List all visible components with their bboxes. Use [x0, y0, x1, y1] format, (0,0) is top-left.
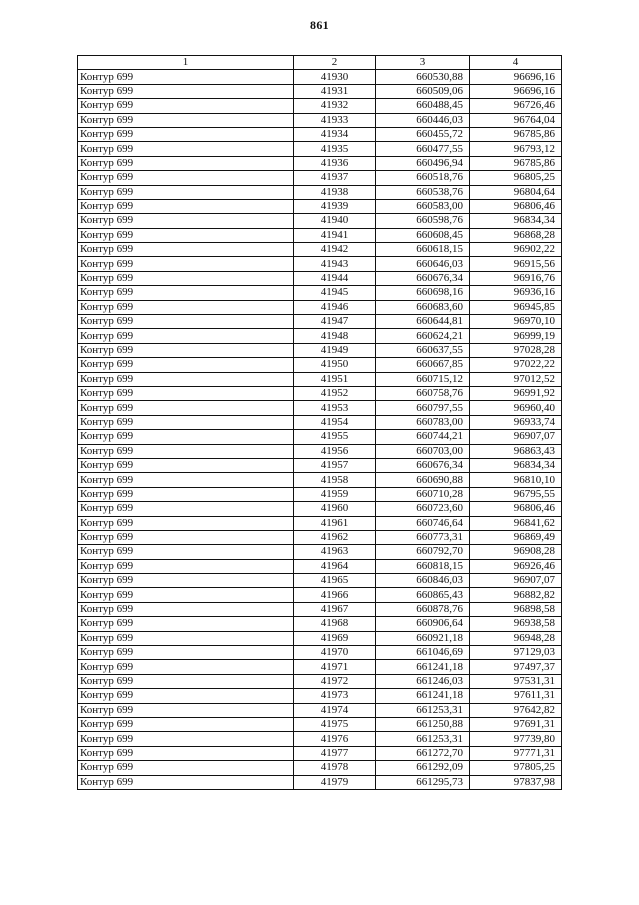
coordinate-x-cell: 660667,85 [376, 358, 470, 372]
contour-name-cell: Контур 699 [78, 775, 294, 789]
point-number-cell: 41956 [294, 444, 376, 458]
point-number-cell: 41931 [294, 84, 376, 98]
point-number-cell: 41932 [294, 99, 376, 113]
table-row [78, 401, 562, 415]
coordinate-y-cell: 96805,25 [470, 171, 562, 185]
coordinate-x-cell: 660583,00 [376, 199, 470, 213]
coordinate-y-cell: 96936,16 [470, 286, 562, 300]
coordinate-x-cell: 660608,45 [376, 228, 470, 242]
coordinate-y-cell: 96841,62 [470, 516, 562, 530]
contour-name-cell: Контур 699 [78, 199, 294, 213]
point-number-cell: 41962 [294, 530, 376, 544]
coordinate-x-cell: 660477,55 [376, 142, 470, 156]
coordinate-y-cell: 97805,25 [470, 761, 562, 775]
point-number-cell: 41930 [294, 70, 376, 84]
coordinate-y-cell: 96810,10 [470, 473, 562, 487]
contour-name-cell: Контур 699 [78, 502, 294, 516]
coordinate-x-cell: 660921,18 [376, 631, 470, 645]
point-number-cell: 41958 [294, 473, 376, 487]
table-row [78, 343, 562, 357]
contour-name-cell: Контур 699 [78, 127, 294, 141]
contour-name-cell: Контур 699 [78, 300, 294, 314]
table-row [78, 703, 562, 717]
coordinate-x-cell: 660488,45 [376, 99, 470, 113]
table-row [78, 502, 562, 516]
point-number-cell: 41950 [294, 358, 376, 372]
coordinate-x-cell: 661241,18 [376, 660, 470, 674]
contour-name-cell: Контур 699 [78, 243, 294, 257]
contour-name-cell: Контур 699 [78, 444, 294, 458]
table-row [78, 315, 562, 329]
table-row [78, 732, 562, 746]
point-number-cell: 41953 [294, 401, 376, 415]
coordinate-y-cell: 96948,28 [470, 631, 562, 645]
contour-name-cell: Контур 699 [78, 574, 294, 588]
point-number-cell: 41971 [294, 660, 376, 674]
table-row [78, 415, 562, 429]
table-row [78, 617, 562, 631]
coordinate-y-cell: 96933,74 [470, 415, 562, 429]
contour-name-cell: Контур 699 [78, 746, 294, 760]
table-row [78, 70, 562, 84]
coordinate-x-cell: 660496,94 [376, 156, 470, 170]
coordinate-y-cell: 96863,43 [470, 444, 562, 458]
point-number-cell: 41974 [294, 703, 376, 717]
contour-name-cell: Контур 699 [78, 84, 294, 98]
coordinate-x-cell: 660509,06 [376, 84, 470, 98]
contour-name-cell: Контур 699 [78, 415, 294, 429]
column-header-1: 1 [78, 56, 294, 70]
table-row [78, 746, 562, 760]
coordinate-y-cell: 96726,46 [470, 99, 562, 113]
page-number: 861 [310, 18, 329, 32]
coordinate-y-cell: 97028,28 [470, 343, 562, 357]
point-number-cell: 41979 [294, 775, 376, 789]
table-row [78, 386, 562, 400]
point-number-cell: 41937 [294, 171, 376, 185]
point-number-cell: 41948 [294, 329, 376, 343]
point-number-cell: 41940 [294, 214, 376, 228]
coordinate-y-cell: 97771,31 [470, 746, 562, 760]
table-row [78, 545, 562, 559]
contour-name-cell: Контур 699 [78, 430, 294, 444]
table-row [78, 84, 562, 98]
point-number-cell: 41943 [294, 257, 376, 271]
point-number-cell: 41969 [294, 631, 376, 645]
coordinate-y-cell: 96916,76 [470, 271, 562, 285]
table-row [78, 430, 562, 444]
contour-name-cell: Контур 699 [78, 530, 294, 544]
coordinate-y-cell: 96915,56 [470, 257, 562, 271]
contour-name-cell: Контур 699 [78, 214, 294, 228]
contour-name-cell: Контур 699 [78, 602, 294, 616]
coordinate-x-cell: 660455,72 [376, 127, 470, 141]
coordinate-x-cell: 660758,76 [376, 386, 470, 400]
table-row [78, 228, 562, 242]
table-header-row [78, 56, 562, 70]
coordinate-x-cell: 660624,21 [376, 329, 470, 343]
contour-name-cell: Контур 699 [78, 674, 294, 688]
coordinate-y-cell: 96696,16 [470, 84, 562, 98]
point-number-cell: 41961 [294, 516, 376, 530]
contour-name-cell: Контур 699 [78, 257, 294, 271]
table-row [78, 271, 562, 285]
coordinate-x-cell: 660746,64 [376, 516, 470, 530]
column-header-2: 2 [294, 56, 376, 70]
coordinate-y-cell: 96696,16 [470, 70, 562, 84]
coordinate-x-cell: 661253,31 [376, 732, 470, 746]
point-number-cell: 41951 [294, 372, 376, 386]
coordinate-y-cell: 96945,85 [470, 300, 562, 314]
contour-name-cell: Контур 699 [78, 185, 294, 199]
coordinate-y-cell: 96926,46 [470, 559, 562, 573]
contour-name-cell: Контур 699 [78, 689, 294, 703]
coordinate-x-cell: 661250,88 [376, 717, 470, 731]
table-row [78, 487, 562, 501]
point-number-cell: 41966 [294, 588, 376, 602]
coordinate-x-cell: 661241,18 [376, 689, 470, 703]
point-number-cell: 41960 [294, 502, 376, 516]
coordinate-y-cell: 96806,46 [470, 199, 562, 213]
table-row [78, 646, 562, 660]
contour-name-cell: Контур 699 [78, 401, 294, 415]
point-number-cell: 41939 [294, 199, 376, 213]
table-row [78, 286, 562, 300]
coordinate-y-cell: 96999,19 [470, 329, 562, 343]
table-row [78, 243, 562, 257]
coordinate-x-cell: 660703,00 [376, 444, 470, 458]
column-header-4: 4 [470, 56, 562, 70]
table-row [78, 717, 562, 731]
coordinate-x-cell: 660446,03 [376, 113, 470, 127]
contour-name-cell: Контур 699 [78, 171, 294, 185]
coordinate-y-cell: 96960,40 [470, 401, 562, 415]
table-row [78, 199, 562, 213]
contour-name-cell: Контур 699 [78, 372, 294, 386]
table-row [78, 574, 562, 588]
coordinate-y-cell: 96970,10 [470, 315, 562, 329]
table-row [78, 185, 562, 199]
coordinate-y-cell: 96785,86 [470, 127, 562, 141]
contour-name-cell: Контур 699 [78, 761, 294, 775]
coordinate-y-cell: 96804,64 [470, 185, 562, 199]
coordinate-x-cell: 660637,55 [376, 343, 470, 357]
point-number-cell: 41975 [294, 717, 376, 731]
table-row [78, 127, 562, 141]
contour-name-cell: Контур 699 [78, 315, 294, 329]
contour-name-cell: Контур 699 [78, 386, 294, 400]
coordinate-y-cell: 96834,34 [470, 458, 562, 472]
table-body [78, 70, 562, 790]
coordinate-x-cell: 661253,31 [376, 703, 470, 717]
coordinate-x-cell: 660878,76 [376, 602, 470, 616]
coordinate-x-cell: 660744,21 [376, 430, 470, 444]
coordinate-y-cell: 96834,34 [470, 214, 562, 228]
coordinate-y-cell: 96882,82 [470, 588, 562, 602]
coordinate-y-cell: 96902,22 [470, 243, 562, 257]
point-number-cell: 41972 [294, 674, 376, 688]
coordinate-x-cell: 661046,69 [376, 646, 470, 660]
contour-name-cell: Контур 699 [78, 156, 294, 170]
coordinate-x-cell: 660723,60 [376, 502, 470, 516]
contour-name-cell: Контур 699 [78, 70, 294, 84]
coordinate-x-cell: 661246,03 [376, 674, 470, 688]
contour-name-cell: Контур 699 [78, 113, 294, 127]
coordinate-x-cell: 660797,55 [376, 401, 470, 415]
point-number-cell: 41945 [294, 286, 376, 300]
point-number-cell: 41935 [294, 142, 376, 156]
table-row [78, 257, 562, 271]
table-row [78, 588, 562, 602]
point-number-cell: 41947 [294, 315, 376, 329]
coordinate-y-cell: 97129,03 [470, 646, 562, 660]
contour-name-cell: Контур 699 [78, 703, 294, 717]
point-number-cell: 41967 [294, 602, 376, 616]
table-row [78, 458, 562, 472]
coordinate-x-cell: 660818,15 [376, 559, 470, 573]
contour-name-cell: Контур 699 [78, 732, 294, 746]
contour-name-cell: Контур 699 [78, 559, 294, 573]
table-row [78, 602, 562, 616]
point-number-cell: 41941 [294, 228, 376, 242]
coordinate-y-cell: 96991,92 [470, 386, 562, 400]
table-row [78, 329, 562, 343]
table-row [78, 358, 562, 372]
coordinate-x-cell: 660906,64 [376, 617, 470, 631]
coordinate-x-cell: 660676,34 [376, 458, 470, 472]
coordinate-y-cell: 97739,80 [470, 732, 562, 746]
coordinate-y-cell: 96793,12 [470, 142, 562, 156]
contour-name-cell: Контур 699 [78, 545, 294, 559]
point-number-cell: 41973 [294, 689, 376, 703]
point-number-cell: 41952 [294, 386, 376, 400]
contour-name-cell: Контур 699 [78, 487, 294, 501]
coordinate-y-cell: 96907,07 [470, 430, 562, 444]
coordinate-x-cell: 660518,76 [376, 171, 470, 185]
point-number-cell: 41964 [294, 559, 376, 573]
table-row [78, 214, 562, 228]
coordinate-x-cell: 660773,31 [376, 530, 470, 544]
coordinate-y-cell: 96869,49 [470, 530, 562, 544]
coordinates-table [77, 55, 562, 790]
coordinate-x-cell: 660618,15 [376, 243, 470, 257]
point-number-cell: 41970 [294, 646, 376, 660]
point-number-cell: 41949 [294, 343, 376, 357]
coordinate-y-cell: 96868,28 [470, 228, 562, 242]
coordinate-x-cell: 661272,70 [376, 746, 470, 760]
table-row [78, 674, 562, 688]
coordinate-y-cell: 96795,55 [470, 487, 562, 501]
coordinate-x-cell: 661295,73 [376, 775, 470, 789]
coordinate-y-cell: 96907,07 [470, 574, 562, 588]
table-row [78, 113, 562, 127]
point-number-cell: 41977 [294, 746, 376, 760]
point-number-cell: 41959 [294, 487, 376, 501]
point-number-cell: 41968 [294, 617, 376, 631]
contour-name-cell: Контур 699 [78, 617, 294, 631]
table-row [78, 761, 562, 775]
coordinate-x-cell: 660644,81 [376, 315, 470, 329]
contour-name-cell: Контур 699 [78, 588, 294, 602]
point-number-cell: 41957 [294, 458, 376, 472]
contour-name-cell: Контур 699 [78, 473, 294, 487]
coordinate-x-cell: 660690,88 [376, 473, 470, 487]
table-row [78, 99, 562, 113]
contour-name-cell: Контур 699 [78, 660, 294, 674]
contour-name-cell: Контур 699 [78, 228, 294, 242]
table-row [78, 516, 562, 530]
table-row [78, 473, 562, 487]
contour-name-cell: Контур 699 [78, 631, 294, 645]
coordinate-x-cell: 660698,16 [376, 286, 470, 300]
point-number-cell: 41933 [294, 113, 376, 127]
point-number-cell: 41936 [294, 156, 376, 170]
contour-name-cell: Контур 699 [78, 358, 294, 372]
table-row [78, 559, 562, 573]
table-row [78, 142, 562, 156]
coordinate-x-cell: 660530,88 [376, 70, 470, 84]
coordinate-y-cell: 97022,22 [470, 358, 562, 372]
coordinate-x-cell: 660683,60 [376, 300, 470, 314]
point-number-cell: 41963 [294, 545, 376, 559]
coordinate-x-cell: 660783,00 [376, 415, 470, 429]
coordinate-x-cell: 660846,03 [376, 574, 470, 588]
coordinate-x-cell: 661292,09 [376, 761, 470, 775]
coordinate-x-cell: 660676,34 [376, 271, 470, 285]
coordinate-y-cell: 97611,31 [470, 689, 562, 703]
coordinate-y-cell: 96938,58 [470, 617, 562, 631]
point-number-cell: 41954 [294, 415, 376, 429]
point-number-cell: 41938 [294, 185, 376, 199]
table-row [78, 300, 562, 314]
table-row [78, 775, 562, 789]
coordinate-y-cell: 96764,04 [470, 113, 562, 127]
coordinate-y-cell: 97642,82 [470, 703, 562, 717]
coordinate-x-cell: 660598,76 [376, 214, 470, 228]
table-row [78, 689, 562, 703]
table-row [78, 631, 562, 645]
point-number-cell: 41946 [294, 300, 376, 314]
coordinate-x-cell: 660646,03 [376, 257, 470, 271]
point-number-cell: 41955 [294, 430, 376, 444]
point-number-cell: 41944 [294, 271, 376, 285]
table-row [78, 171, 562, 185]
contour-name-cell: Контур 699 [78, 99, 294, 113]
coordinate-y-cell: 97531,31 [470, 674, 562, 688]
contour-name-cell: Контур 699 [78, 329, 294, 343]
contour-name-cell: Контур 699 [78, 286, 294, 300]
coordinate-y-cell: 97012,52 [470, 372, 562, 386]
contour-name-cell: Контур 699 [78, 271, 294, 285]
contour-name-cell: Контур 699 [78, 343, 294, 357]
coordinate-x-cell: 660710,28 [376, 487, 470, 501]
table-row [78, 660, 562, 674]
coordinate-y-cell: 97691,31 [470, 717, 562, 731]
contour-name-cell: Контур 699 [78, 516, 294, 530]
contour-name-cell: Контур 699 [78, 717, 294, 731]
point-number-cell: 41965 [294, 574, 376, 588]
coordinate-x-cell: 660865,43 [376, 588, 470, 602]
coordinate-y-cell: 97837,98 [470, 775, 562, 789]
coordinate-y-cell: 96806,46 [470, 502, 562, 516]
point-number-cell: 41934 [294, 127, 376, 141]
contour-name-cell: Контур 699 [78, 646, 294, 660]
contour-name-cell: Контур 699 [78, 142, 294, 156]
column-header-3: 3 [376, 56, 470, 70]
table-row [78, 530, 562, 544]
coordinate-x-cell: 660538,76 [376, 185, 470, 199]
point-number-cell: 41978 [294, 761, 376, 775]
coordinate-y-cell: 96898,58 [470, 602, 562, 616]
coordinate-y-cell: 97497,37 [470, 660, 562, 674]
point-number-cell: 41942 [294, 243, 376, 257]
contour-name-cell: Контур 699 [78, 458, 294, 472]
table-row [78, 444, 562, 458]
table-row [78, 156, 562, 170]
coordinate-y-cell: 96908,28 [470, 545, 562, 559]
coordinate-x-cell: 660792,70 [376, 545, 470, 559]
point-number-cell: 41976 [294, 732, 376, 746]
coordinate-x-cell: 660715,12 [376, 372, 470, 386]
coordinate-y-cell: 96785,86 [470, 156, 562, 170]
table-row [78, 372, 562, 386]
